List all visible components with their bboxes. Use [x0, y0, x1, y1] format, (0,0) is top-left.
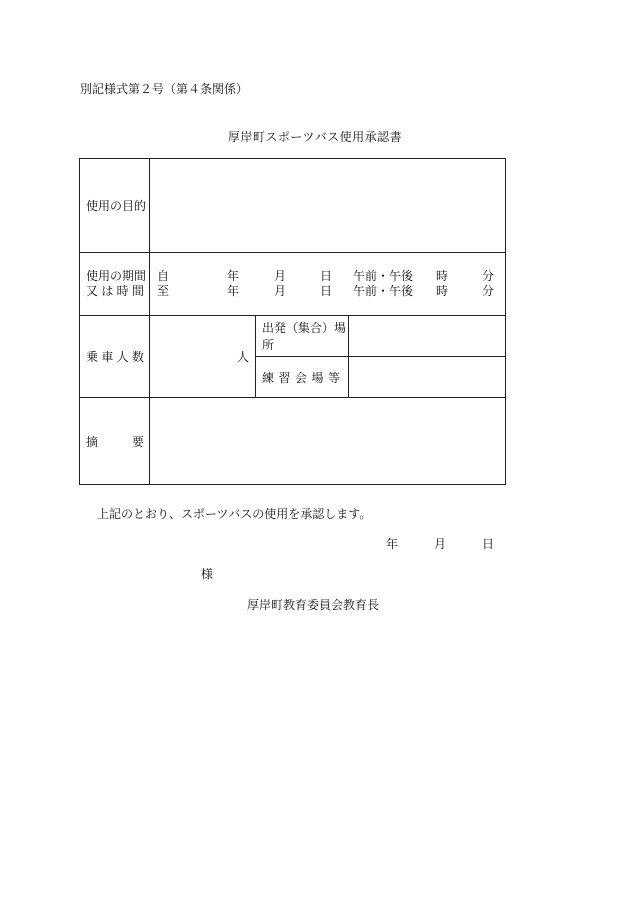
venue-value-cell[interactable] — [349, 357, 506, 398]
passenger-label-char: 数 — [131, 350, 144, 364]
passenger-label-char: 乗 — [86, 350, 99, 364]
issuer-title: 厚岸町教育委員会教育長 — [247, 598, 380, 612]
period-to-ampm: 午前・午後 — [353, 284, 414, 298]
summary-label-char: 摘 — [86, 434, 99, 449]
passenger-label — [80, 316, 150, 398]
purpose-value-cell[interactable] — [150, 159, 506, 253]
document-title: 厚岸町スポーツバス使用承認書 — [227, 130, 403, 144]
period-from-prefix: 自 — [157, 269, 170, 283]
period-to-hour: 時 — [436, 284, 449, 298]
summary-value-cell[interactable] — [150, 398, 506, 485]
venue-label-char: 練 — [262, 370, 275, 385]
passenger-label-char: 人 — [116, 350, 129, 364]
passenger-label-char: 車 — [101, 350, 114, 364]
period-from-line — [157, 269, 505, 284]
approval-form-table — [79, 158, 506, 485]
period-from-year: 年 — [227, 269, 240, 283]
period-label-char: は — [101, 284, 114, 298]
issue-date-month: 月 — [434, 537, 447, 551]
venue-label-chars — [262, 369, 340, 386]
venue-label-char: 会 — [294, 370, 307, 385]
period-label-line1: 使用の期間 — [86, 269, 147, 283]
period-row — [80, 253, 506, 316]
summary-label-char: 要 — [131, 434, 144, 449]
period-label — [80, 253, 150, 316]
period-value-cell[interactable] — [150, 253, 506, 316]
purpose-label: 使用の目的 — [80, 159, 150, 253]
period-from-hour: 時 — [436, 269, 449, 283]
period-from-day: 日 — [320, 269, 333, 283]
period-from-month: 月 — [274, 269, 287, 283]
departure-label: 出発（集合）場所 — [256, 316, 349, 357]
period-label-char: 間 — [131, 284, 144, 298]
purpose-row — [80, 159, 506, 253]
summary-row — [80, 398, 506, 485]
period-to-prefix: 至 — [157, 284, 170, 298]
passenger-row — [80, 316, 506, 357]
passenger-label-chars — [86, 348, 144, 365]
issue-date-line — [386, 537, 494, 551]
period-label-line2 — [86, 284, 144, 299]
venue-label — [256, 357, 349, 398]
issue-date-day: 日 — [482, 537, 495, 551]
form-reference: 別記様式第２号（第４条関係） — [80, 82, 249, 96]
period-label-char: 又 — [86, 284, 99, 298]
period-to-year: 年 — [227, 284, 240, 298]
period-to-day: 日 — [320, 284, 333, 298]
summary-label-chars — [86, 433, 144, 450]
passenger-unit: 人 — [236, 350, 249, 364]
period-to-month: 月 — [274, 284, 287, 298]
approval-statement: 上記のとおり、スポーツバスの使用を承認します。 — [97, 507, 372, 521]
departure-value-cell[interactable] — [349, 316, 506, 357]
recipient-suffix: 様 — [201, 567, 214, 581]
period-to-line — [157, 284, 505, 299]
venue-label-char: 場 — [311, 370, 324, 385]
period-label-char: 時 — [116, 284, 129, 298]
period-from-minute: 分 — [482, 269, 495, 283]
venue-label-char: 等 — [327, 370, 340, 385]
issue-date-year: 年 — [386, 537, 399, 551]
period-to-minute: 分 — [482, 284, 495, 298]
passenger-count-cell[interactable] — [150, 316, 256, 398]
summary-label — [80, 398, 150, 485]
period-from-ampm: 午前・午後 — [353, 269, 414, 283]
venue-label-char: 習 — [278, 370, 291, 385]
